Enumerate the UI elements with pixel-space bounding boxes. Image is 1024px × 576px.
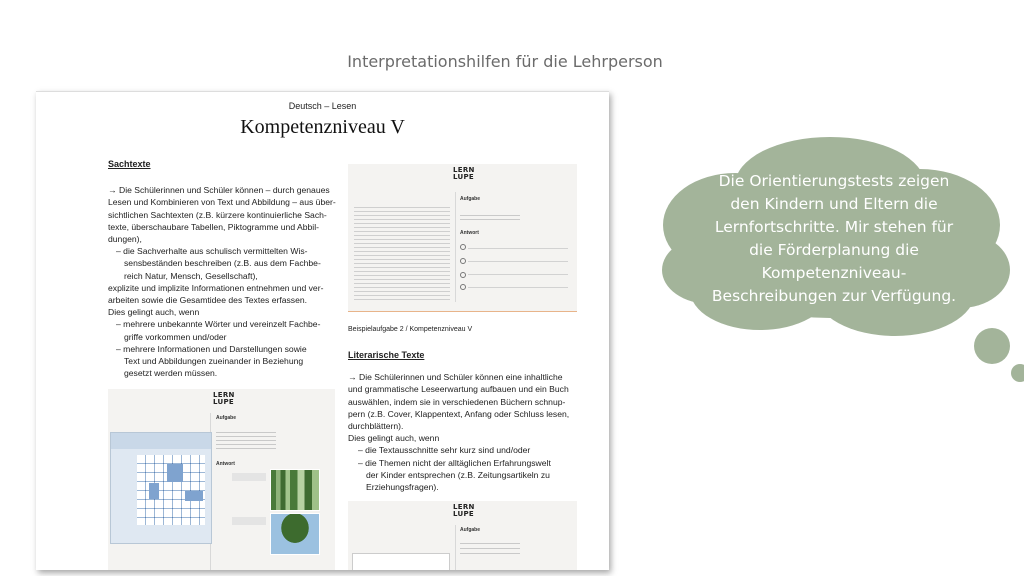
sachtexte-line: arbeiten sowie die Gesamtidee des Textes erfassen. bbox=[108, 295, 308, 306]
answer-radio[interactable] bbox=[460, 284, 466, 290]
sachtexte-subitem-line: sensbeständen beschreiben (z.B. aus dem Fachbe- bbox=[124, 258, 321, 269]
answer-radio[interactable] bbox=[460, 244, 466, 250]
poplar-trees-image bbox=[270, 469, 320, 511]
card-aufgabe-label: Aufgabe bbox=[216, 415, 236, 421]
cloud-text-line: Beschreibungen zur Verfügung. bbox=[711, 287, 957, 305]
card-antwort-label: Antwort bbox=[216, 461, 235, 467]
sachtexte-line: dungen), bbox=[108, 234, 142, 245]
sachtexte-line: texte, überschaubare Tabellen, Piktogramme und Abbil- bbox=[108, 221, 319, 232]
lernlupe-logo: LERN LUPE bbox=[213, 391, 235, 406]
sachtexte-line: → Die Schülerinnen und Schüler können – durch genaues bbox=[108, 185, 330, 196]
task-text-lines bbox=[460, 212, 520, 222]
slide-title: Interpretationshilfen für die Lehrperson bbox=[347, 52, 663, 71]
task-text-lines bbox=[460, 539, 520, 557]
cloud-text bbox=[700, 170, 968, 308]
cloud-text-line: die Förderplanung die bbox=[749, 241, 919, 259]
literarische-line: Dies gelingt auch, wenn bbox=[348, 433, 440, 444]
literarische-line: pern (z.B. Cover, Klappentext, Anfang oder Schluss lesen, bbox=[348, 408, 570, 419]
card-divider bbox=[455, 525, 456, 570]
literarische-line: auswählen, indem sie in verschiedenen Büchern schnup- bbox=[348, 396, 566, 407]
document-page bbox=[36, 91, 609, 570]
card-divider bbox=[455, 192, 456, 302]
lernlupe-logo: LERN LUPE bbox=[453, 166, 475, 181]
oak-tree-image bbox=[270, 513, 320, 555]
answer-slot[interactable] bbox=[232, 473, 266, 481]
sachtexte-condition-line: – mehrere unbekannte Wörter und vereinzelt Fachbe- bbox=[116, 319, 321, 330]
literarische-condition-line: Erziehungsfragen). bbox=[366, 482, 439, 493]
trees-table bbox=[110, 432, 212, 544]
cloud-text-line: Kompetenzniveau- bbox=[761, 264, 907, 282]
literarische-line: durchblättern). bbox=[348, 421, 404, 432]
task-text-lines bbox=[216, 429, 276, 449]
card-aufgabe-label: Aufgabe bbox=[460, 196, 480, 202]
sachtexte-condition-line: gesetzt werden müssen. bbox=[124, 368, 218, 379]
literarische-condition-line: – die Textausschnitte sehr kurz sind und/oder bbox=[358, 445, 531, 456]
literarische-line: → Die Schülerinnen und Schüler können eine inhaltliche bbox=[348, 372, 563, 383]
document-title: Kompetenzniveau V bbox=[240, 116, 405, 138]
book-cover-image bbox=[352, 553, 450, 570]
cloud-text-line: den Kindern und Eltern die bbox=[730, 195, 938, 213]
example-caption: Beispielaufgabe 2 / Kompetenzniveau V bbox=[348, 326, 473, 333]
sachtexte-heading: Sachtexte bbox=[108, 159, 151, 169]
document-subject: Deutsch – Lesen bbox=[288, 101, 357, 111]
cloud-text-line: Lernfortschritte. Mir stehen für bbox=[714, 218, 954, 236]
cloud-text-line: Die Orientierungstests zeigen bbox=[718, 172, 950, 190]
card-aufgabe-label: Aufgabe bbox=[460, 527, 480, 533]
sachtexte-condition-line: – mehrere Informationen und Darstellungen sowie bbox=[116, 343, 307, 354]
sachtexte-condition-line: griffe vorkommen und/oder bbox=[124, 331, 227, 342]
literarische-condition-line: – die Themen nicht der alltäglichen Erfahrungswelt bbox=[358, 457, 551, 468]
literarische-heading: Literarische Texte bbox=[348, 350, 425, 360]
sachtexte-subitem-line: – die Sachverhalte aus schulisch vermittelten Wis- bbox=[116, 246, 308, 257]
literarische-section bbox=[348, 349, 580, 493]
sachtexte-line: sichtlichen Sachtexten (z.B. kürzere kontinuierliche Sach- bbox=[108, 209, 327, 220]
example-task-card-top bbox=[348, 164, 577, 312]
sachtexte-line: Lesen und Kombinieren von Text und Abbildung – aus über- bbox=[108, 197, 336, 208]
answer-radio[interactable] bbox=[460, 258, 466, 264]
reading-text-lines bbox=[354, 204, 450, 300]
sachtexte-condition-line: Text und Abbildungen zueinander in Beziehung bbox=[124, 356, 304, 367]
sachtexte-line: explizite und implizite Informationen entnehmen und ver- bbox=[108, 282, 324, 293]
answer-slot[interactable] bbox=[232, 517, 266, 525]
example-task-card-bottom bbox=[348, 501, 577, 570]
literarische-line: und grammatische Leseerwartung aufbauen und ein Buch bbox=[348, 384, 569, 395]
sachtexte-section bbox=[108, 158, 340, 379]
literarische-condition-line: der Kinder entsprechen (z.B. Zeitungsartikeln zu bbox=[366, 469, 550, 480]
answer-text-lines bbox=[468, 243, 568, 293]
card-antwort-label: Antwort bbox=[460, 230, 479, 236]
sachtexte-subitem-line: reich Natur, Mensch, Gesellschaft), bbox=[124, 270, 258, 281]
lernlupe-logo: LERN LUPE bbox=[453, 503, 475, 518]
answer-radio[interactable] bbox=[460, 272, 466, 278]
sachtexte-line: Dies gelingt auch, wenn bbox=[108, 307, 200, 318]
